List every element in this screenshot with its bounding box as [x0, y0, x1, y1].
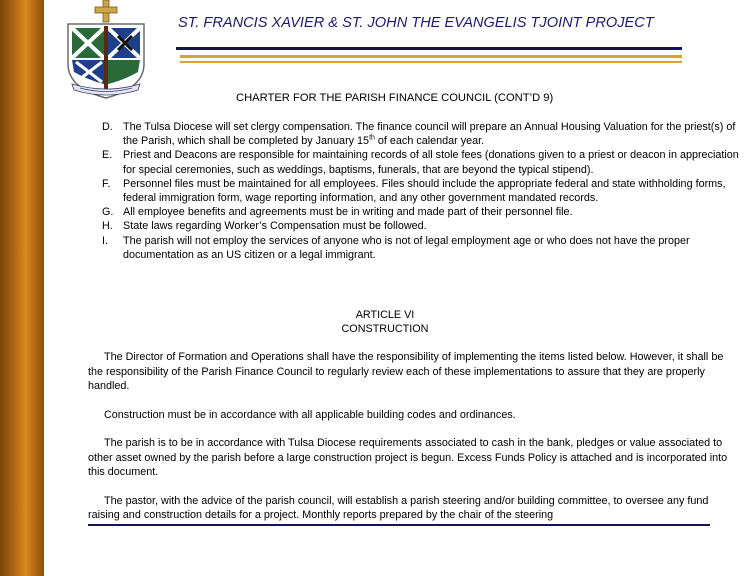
list-item [102, 177, 742, 205]
list-item [102, 234, 742, 262]
item-letter: E. [102, 149, 113, 162]
item-text: The Tulsa Diocese will set clergy compensation. The finance council will prepare an Annual Housing Valuation for the priest(s) of the Parish, which shall be completed by January 15th of each calendar year. [123, 121, 736, 148]
item-letter: H. [102, 220, 113, 233]
item-letter: G. [102, 206, 114, 219]
article-body [88, 350, 738, 537]
list-item [102, 219, 742, 233]
item-text: Personnel files must be maintained for all employees. Files should include the appropriate federal and state withholding forms, federal immigration form, wage reporting information, and any other government mandated records. [123, 177, 726, 205]
page-header-title: ST. FRANCIS XAVIER & ST. JOHN THE EVANGELIS TJOINT PROJECT [178, 15, 654, 31]
item-text: All employee benefits and agreements must be in writing and made part of their personnel file. [123, 206, 573, 219]
document-heading: CHARTER FOR THE PARISH FINANCE COUNCIL (CONT’D 9) [236, 92, 554, 104]
item-text: Priest and Deacons are responsible for maintaining records of all stole fees (donations given to a priest or deacon in appreciation for special ceremonies, such as weddings, baptisms, funerals, that are beyond the typical stipend). [123, 149, 739, 176]
item-text: The parish will not employ the services of anyone who is not of legal employment age or who does not have the proper documentation as an US citizen or a legal immigrant. [123, 234, 690, 261]
header-rule-gold [180, 55, 682, 58]
list-item [102, 205, 742, 219]
list-item [102, 148, 742, 176]
header-rule-gold-thin [180, 61, 682, 63]
footer-rule [88, 524, 710, 526]
header-rule-navy [176, 47, 682, 50]
item-letter: I. [102, 234, 108, 247]
list-item [102, 120, 742, 148]
article-title: CONSTRUCTION [341, 323, 429, 335]
charter-item-list [102, 120, 742, 262]
left-sidebar-bar [0, 0, 44, 576]
item-letter: D. [102, 121, 113, 133]
item-letter: F. [102, 177, 111, 190]
paragraph: The Director of Formation and Operations shall have the responsibility of implementing the items listed below. However, it shall be the responsibility of the Parish Finance Council to regularly review each of these implementations to assure that they are properly handled. [88, 351, 724, 392]
paragraph: The pastor, with the advice of the parish council, will establish a parish steering and/or building committee, to oversee any fund raising and construction details for a project. Monthly reports prepared by the chair of the steering [88, 494, 709, 521]
coat-of-arms-icon [58, 0, 154, 102]
article-number: ARTICLE VI [355, 309, 415, 321]
article-heading [330, 308, 440, 336]
item-text: State laws regarding Worker’s Compensation must be followed. [123, 220, 427, 233]
paragraph: Construction must be in accordance with all applicable building codes and ordinances. [104, 408, 516, 421]
paragraph: The parish is to be in accordance with Tulsa Diocese requirements associated to cash in the bank, pledges or value associated to other asset owned by the parish before a large construction project is begun. Excess Funds Policy is attached and is incorporated into this document. [88, 437, 728, 478]
